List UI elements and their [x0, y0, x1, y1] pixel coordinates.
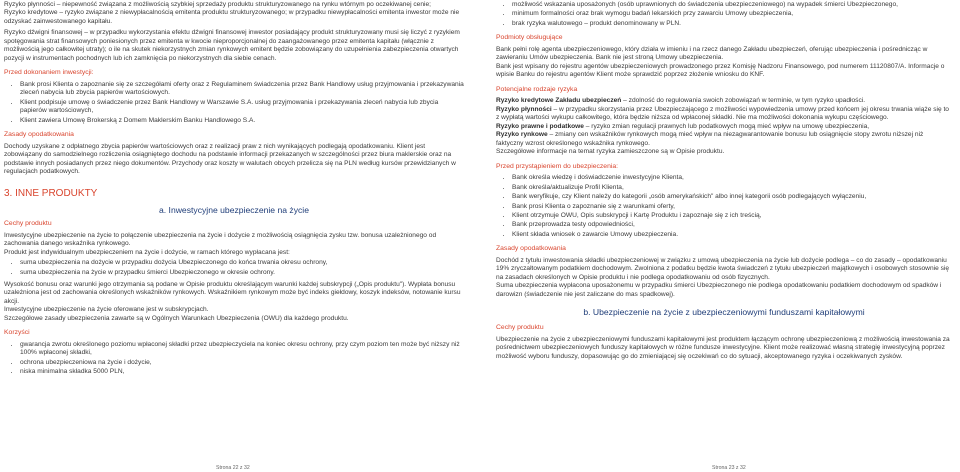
subtitle-investment-life-insurance: a. Inwestycyjne ubezpieczenie na życie	[159, 205, 309, 216]
list-item: • Klient zawiera Umowę Brokerską z Domem Maklerskim Banku Handlowego S.A.	[20, 117, 464, 125]
list-item: • ochrona ubezpieczeniowa na życie i dożycie,	[20, 359, 464, 367]
subtitle-unit-linked-insurance: b. Ubezpieczenie na życie z ubezpieczeniowymi funduszami kapitałowymi	[583, 307, 865, 318]
heading-product-features: Cechy produktu	[496, 324, 544, 332]
list-item: • suma ubezpieczenia na życie w przypadku śmierci Ubezpieczonego w okresie ochrony.	[20, 269, 464, 277]
list-item: • Bank określa wiedzę i doświadczenie inwestycyjne Klienta,	[512, 174, 952, 182]
paragraph-risk-liquidity: Ryzyko płynności – w przypadku skorzystania przez Ubezpieczającego z możliwości wypowiedzenia umowy przed końcem jej okresu trwania wiąże się to z wypłatą wartości wykupu całkowitego, która będzie niższa od wpłaconej składki. Nie ma możliwości dokonania wykupu częściowego.	[496, 105, 949, 122]
heading-risk-types: Potencjalne rodzaje ryzyka	[496, 85, 578, 93]
list-item: • suma ubezpieczenia na dożycie w przypadku dożycia Ubezpieczonego do końca trwania okresu ochrony,	[20, 259, 464, 267]
paragraph-risk-legal: Ryzyko prawne i podatkowe – ryzyko zmian regulacji prawnych lub podatkowych mogą mieć wpływ na umowę ubezpieczenia,	[496, 122, 870, 130]
paragraph-credit-risk: Ryzyko kredytowe – ryzyko związane z niewypłacalnością emitenta produktu strukturyzowanego; w przypadku niewypłacalności emitenta inwestor może nie odzyskać zainwestowanego kapitału.	[4, 9, 460, 25]
list-item: • Klient otrzymuje OWU, Opis subskrypcji i Kartę Produktu i zapoznaje się z ich treścią,	[512, 212, 952, 220]
paragraph-taxation: Dochody uzyskane z odpłatnego zbycia papierów wartościowych oraz z realizacji praw z nich wynikających podlegają opodatkowaniu. Klient jest zobowiązany do samodzielnego rozliczenia osiągniętego dochodu na podstawie informacji przekazanych w szczególności przez biura maklerskie oraz na podstawie innych posiadanych przez niego dokumentów. Przychody oraz koszty w walutach obcych przelicza się na PLN według kursów przewidzianych w regulacjach podatkowych.	[4, 142, 456, 175]
list-item: • Bank przeprowadza testy odpowiedniości,	[512, 221, 952, 229]
heading-product-features: Cechy produktu	[4, 220, 52, 228]
paragraph-feature-4: Inwestycyjne ubezpieczenie na życie oferowane jest w subskrypcjach.	[4, 306, 209, 314]
list-features	[4, 259, 464, 277]
paragraph-feature-5: Szczegółowe zasady ubezpieczenia zawarte są w Ogólnych Warunkach Ubezpieczenia (OWU) dla każdego produktu.	[4, 314, 349, 322]
paragraph-entities-2: Bank jest wpisany do rejestru agentów ubezpieczeniowych prowadzonego przez Komisję Nadzoru Finansowego, pod numerem 11120807/A. Informacje o wpisie Banku do rejestru agentów Klient może sprawdzić poprzez złożenie wniosku do KNF.	[496, 62, 945, 79]
paragraph-taxation-1: Dochód z tytułu inwestowania składki ubezpieczeniowej w związku z umową ubezpieczenia na życie lub dożycie podlega – co do zasady – opodatkowaniu 19% zryczałtowanym podatkiem dochodowym. Zwolniona z podatku będzie kwota świadczeń z tytułu ubezpieczeń majątkowych i osobowych stosownie się na zasadach określonych w Opisie produktu i nie podlega opodatkowaniu od osób fizycznych.	[496, 256, 949, 281]
list-before-insurance	[496, 174, 952, 239]
list-benefits	[4, 341, 464, 377]
heading-before-insurance: Przed przystąpieniem do ubezpieczenia:	[496, 162, 619, 170]
list-item: • Bank weryfikuje, czy Klient należy do kategorii „osób amerykańskich" albo innej kategorii osób podlegających wyłączeniu,	[512, 193, 952, 201]
list-item: • minimum formalności oraz brak wymogu badań lekarskich przy zawarciu Umowy ubezpieczenia,	[512, 10, 952, 18]
heading-taxation: Zasady opodatkowania	[496, 245, 566, 253]
paragraph-liquidity-risk: Ryzyko płynności – niepewność związana z możliwością szybkiej sprzedaży produktu strukturyzowanego na rynku wtórnym po oczekiwanej cenie;	[4, 1, 431, 8]
heading-other-products: 3. INNE PRODUKTY	[4, 188, 98, 200]
paragraph-risk-market: Ryzyko rynkowe – zmiany cen wskaźników rynkowych mogą mieć wpływ na niezagwarantowanie bonusu lub osiągnięcie stopy zwrotu niższej niż faktyczny wzrost określonego wskaźnika rynkowego.	[496, 131, 924, 147]
paragraph-feature-3: Wysokość bonusu oraz warunki jego otrzymania są podane w Opisie produktu określającym warunki każdej subskrypcji („Opis produktu"). Wypłata bonusu uzależniona jest od zachowania określonych wskaźników rynkowych. Wskaźnikiem rynkowym może być indeks giełdowy, koszyk indeksów, notowanie kursu akcji.	[4, 281, 461, 305]
paragraph-risk-info: Szczegółowe informacje na temat ryzyka zamieszczone są w Opisie produktu.	[496, 148, 725, 156]
paragraph-feature-1: Inwestycyjne ubezpieczenie na życie to połączenie ubezpieczenia na życie i dożycie z możliwością osiągnięcia zysku tzw. bonusa uzależnionego od zachowania danego wskaźnika rynkowego.	[4, 231, 437, 248]
list-before-investment	[4, 81, 464, 125]
list-item: • Bank określa/aktualizuje Profil Klienta,	[512, 184, 952, 192]
page-left	[0, 0, 472, 472]
page-right	[484, 0, 956, 472]
paragraph-entities-1: Bank pełni rolę agenta ubezpieczeniowego, który działa w imieniu i na rzecz danego Zakładu ubezpieczeń, oferując ubezpieczenia i pośrednicząc w zawieraniu Umów ubezpieczenia. Bank nie jest stroną Umowy ubezpieczenia.	[496, 46, 928, 62]
heading-before-investment: Przed dokonaniem inwestycji:	[4, 69, 94, 77]
list-item: • gwarancja zwrotu określonego poziomu wpłaconej składki przez ubezpieczyciela na koniec okresu ochrony, przy czym poziom ten może być niższy niż 100% wpłaconej składki,	[20, 341, 464, 358]
paragraph-leverage-risk: Ryzyko dźwigni finansowej – w przypadku wykorzystania efektu dźwigni finansowej inwestor posiadający produkt strukturyzowany musi się liczyć z ryzykiem spotęgowania strat finansowych poniesionych przez emitenta w kwocie nieproporcjonalnej do zaangażowanego przez emitenta kapitału (włącznie z możliwością jego całkowitej utraty); o ile na skutek niekorzystnych zmian rynkowych emitent będzie zobowiązany do uzupełnienia zabezpieczenia otwartych pozycji w instrumentach pochodnych lub ich zamknięcia po niekorzystnych dla siebie cenach.	[4, 29, 460, 62]
list-item: • Bank prosi Klienta o zapoznanie się z warunkami oferty,	[512, 203, 952, 211]
page-number: Strona 22 z 32	[216, 465, 250, 472]
paragraph-features: Ubezpieczenie na życie z ubezpieczeniowymi funduszami kapitałowymi jest produktem łączącym ochronę ubezpieczeniową z możliwością inwestowania za pośrednictwem ubezpieczeniowych funduszy kapitałowych w różne fundusze inwestycyjne. Klient może realizować własną strategię inwestycyjną poprzez możliwość wyboru funduszy, dopasowując go do zmieniającej się oczekiwań co do sytuacji, akceptowanego ryzyka i oczekiwanych zysków.	[496, 335, 950, 360]
paragraph-taxation-2: Suma ubezpieczenia wypłacona uposażonemu w przypadku śmierci Ubezpieczonego nie podlega opodatkowaniu podatkiem dochodowym od spadków i darowizn (świadczenie nie jest zaliczane do mas spadkowej).	[496, 282, 942, 298]
paragraph-feature-2: Produkt jest indywidualnym ubezpieczeniem na życie i dożycie, w ramach którego wypłacana jest:	[4, 248, 290, 256]
list-item: • Klient składa wniosek o zawarcie Umowy ubezpieczenia.	[512, 231, 952, 239]
list-item: • niska minimalna składka 5000 PLN,	[20, 368, 464, 376]
heading-service-entities: Podmioty obsługujące	[496, 34, 563, 42]
list-item: • Bank prosi Klienta o zapoznanie się ze szczegółami oferty oraz z Regulaminem świadczenia przez Bank Handlowy usług przyjmowania i przekazywania zleceń nabycia lub zbycia papierów wartościowych.	[20, 81, 464, 98]
paragraph-risk-credit: Ryzyko kredytowe Zakładu ubezpieczeń – zdolność do regulowania swoich zobowiązań w terminie, w tym ryzyko upadłości.	[496, 97, 866, 105]
page-number: Strona 23 z 32	[712, 465, 746, 472]
list-item: • możliwość wskazania uposażonych (osób uprawnionych do świadczenia ubezpieczeniowego) na wypadek śmierci Ubezpieczonego,	[512, 1, 952, 9]
list-item: • Klient podpisuje umowę o świadczenie przez Bank Handlowy w Warszawie S.A. usług przyjmowania i przekazywania zleceń nabycia lub zbycia papierów wartościowych,	[20, 99, 464, 116]
list-item: • brak ryzyka walutowego – produkt denominowany w PLN.	[512, 20, 952, 28]
heading-taxation: Zasady opodatkowania	[4, 130, 74, 138]
heading-benefits: Korzyści	[4, 329, 30, 337]
list-benefits-continued	[496, 1, 952, 28]
